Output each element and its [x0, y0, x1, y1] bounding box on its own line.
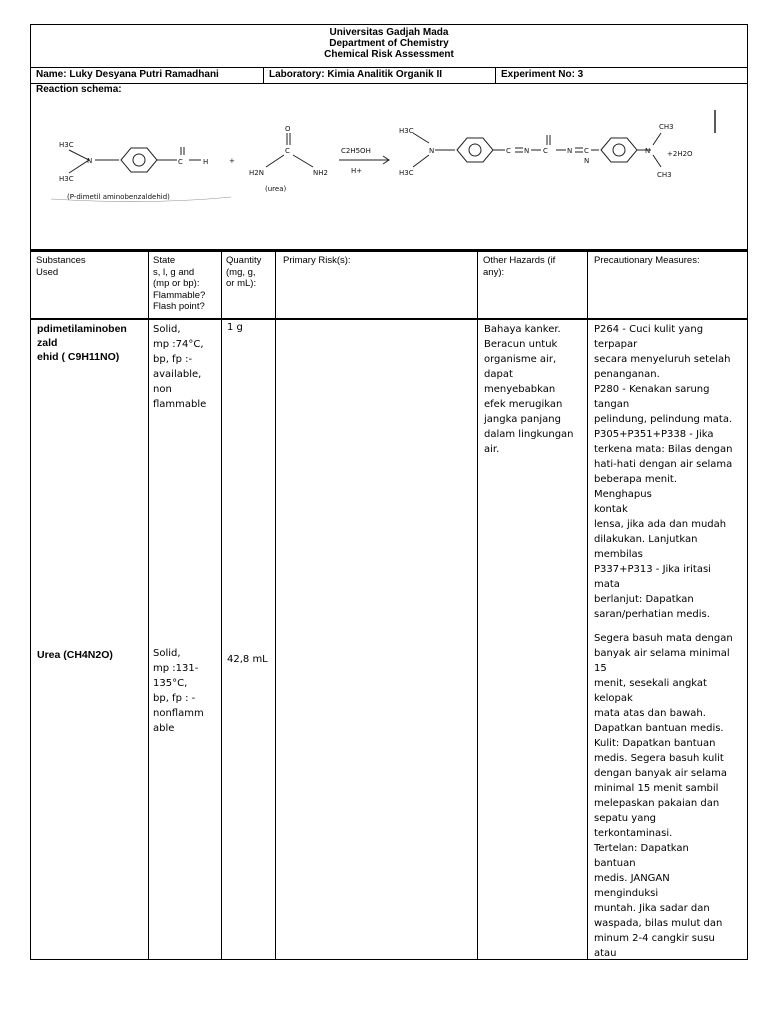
schema-label-h2n: H2N: [249, 169, 264, 177]
header-state: State s, l, g and (mp or bp): Flammable? Flash point?: [153, 255, 206, 312]
row1-substance: pdimetilaminoben zald ehid ( C9H11NO): [37, 323, 127, 363]
schema-label-h3c-1: H3C: [59, 141, 74, 149]
n-methyl-bonds: [69, 150, 89, 173]
schema-label-c-3: C: [506, 147, 511, 155]
benzene-ring-2: [457, 138, 493, 162]
header-other-hazards: Other Hazards (if any):: [483, 255, 556, 278]
university-name: Universitas Gadjah Mada: [329, 27, 449, 38]
column-divider: [275, 252, 276, 959]
schema-label-n-3: N: [524, 147, 530, 155]
schema-label-ch3-2: CH3: [657, 171, 672, 179]
schema-label-n-4: N: [567, 147, 573, 155]
schema-label-n-1: N: [87, 157, 93, 165]
schema-label-c-4: C: [543, 147, 548, 155]
student-name: Name: Luky Desyana Putri Ramadhani: [31, 68, 264, 83]
row1-state: Solid, mp :74°C, bp, fp :- available, non flammable: [153, 324, 207, 410]
carbonyl-double-bond: [181, 147, 184, 155]
schema-label-c-5: C: [584, 147, 589, 155]
laboratory-name: Laboratory: Kimia Analitik Organik II: [264, 68, 496, 83]
header-divider: [31, 318, 747, 320]
schema-label-c-2: C: [285, 147, 290, 155]
risk-table: [31, 252, 747, 959]
product-water: +2H2O: [667, 150, 693, 158]
schema-label-o: O: [285, 125, 291, 133]
urea-carbonyl: [287, 133, 290, 145]
benzene-ring-1: [121, 148, 157, 172]
schema-label-n-5: N: [584, 157, 590, 165]
header-quantity: Quantity (mg, g, or mL):: [226, 255, 262, 289]
schema-plus-sign: +: [229, 157, 235, 165]
schema-label-n-2: N: [429, 147, 435, 155]
experiment-number: Experiment No: 3: [501, 69, 584, 80]
schema-label-nh2: NH2: [313, 169, 328, 177]
row1-quantity: 1 g: [227, 322, 243, 333]
row2-state: Solid, mp :131- 135°C, bp, fp : - nonflamm able: [153, 648, 204, 734]
header-precautions: Precautionary Measures:: [594, 255, 700, 266]
department-name: Department of Chemistry: [329, 38, 449, 49]
reaction-schema-label: Reaction schema:: [36, 84, 122, 95]
condition-solvent: C2H5OH: [341, 147, 371, 155]
info-row: [31, 67, 747, 84]
column-divider: [477, 252, 478, 959]
column-divider: [221, 252, 222, 959]
benzene-ring-3: [601, 138, 637, 162]
form-title: Chemical Risk Assessment: [324, 49, 454, 60]
schema-label-ch3-1: CH3: [659, 123, 674, 131]
reaction-arrow: [339, 156, 389, 164]
schema-label-c-1: C: [178, 158, 183, 166]
risk-assessment-form: [30, 24, 748, 960]
schema-label-h3c-4: H3C: [399, 169, 414, 177]
row2-quantity: 42,8 mL: [227, 654, 268, 665]
header-substances: Substances Used: [36, 255, 86, 278]
condition-acid: H+: [351, 167, 363, 175]
reactant-2-name: (urea): [265, 185, 287, 193]
schema-label-h3c-3: H3C: [399, 127, 414, 135]
urea-amine-bonds: [266, 155, 313, 167]
reaction-schema-drawing: [31, 95, 747, 249]
aromatic-circle-1: [133, 154, 145, 166]
header-primary-risks: Primary Risk(s):: [283, 255, 351, 266]
schema-label-n-6: N: [645, 147, 651, 155]
schema-label-h-1: H: [203, 158, 209, 166]
schema-label-h3c-2: H3C: [59, 175, 74, 183]
reactant-1-name: (P-dimetil aminobenzaldehid): [67, 193, 170, 201]
row1-precautions: P264 - Cuci kulit yang terpapar secara menyeluruh setelah penanganan. P280 - Kenakan sarung tangan pelindung, pelindung mata. P305+P351+P338 - Jika terkena mata: Bilas dengan hati-hati dengan air selama beberapa menit. Menghapus kontak lensa, jika ada dan mudah dilakukan. Lanjutkan membilas P337+P313 - Jika iritasi mata berlanjut: Dapatkan saran/perhatian medis.: [594, 324, 733, 620]
column-divider: [587, 252, 588, 959]
row1-other-hazards: Bahaya kanker. Beracun untuk organisme air, dapat menyebabkan efek merugikan jangka panjang dalam lingkungan air.: [484, 324, 574, 455]
column-divider: [148, 252, 149, 959]
form-header: [31, 25, 747, 67]
row2-precautions: Segera basuh mata dengan banyak air selama minimal 15 menit, sesekali angkat kelopak mata atas dan bawah. Dapatkan bantuan medis. Kulit: Dapatkan bantuan medis. Segera basuh kulit dengan banyak air selama minimal 15 menit sambil melepaskan pakaian dan sepatu yang terkontaminasi. Tertelan: Dapatkan bantuan medis. JANGAN menginduksi muntah. Jika sadar dan waspada, bilas mulut dan minum 2-4 cangkir susu atau: [594, 633, 733, 959]
row2-substance: Urea (CH4N2O): [37, 649, 113, 661]
